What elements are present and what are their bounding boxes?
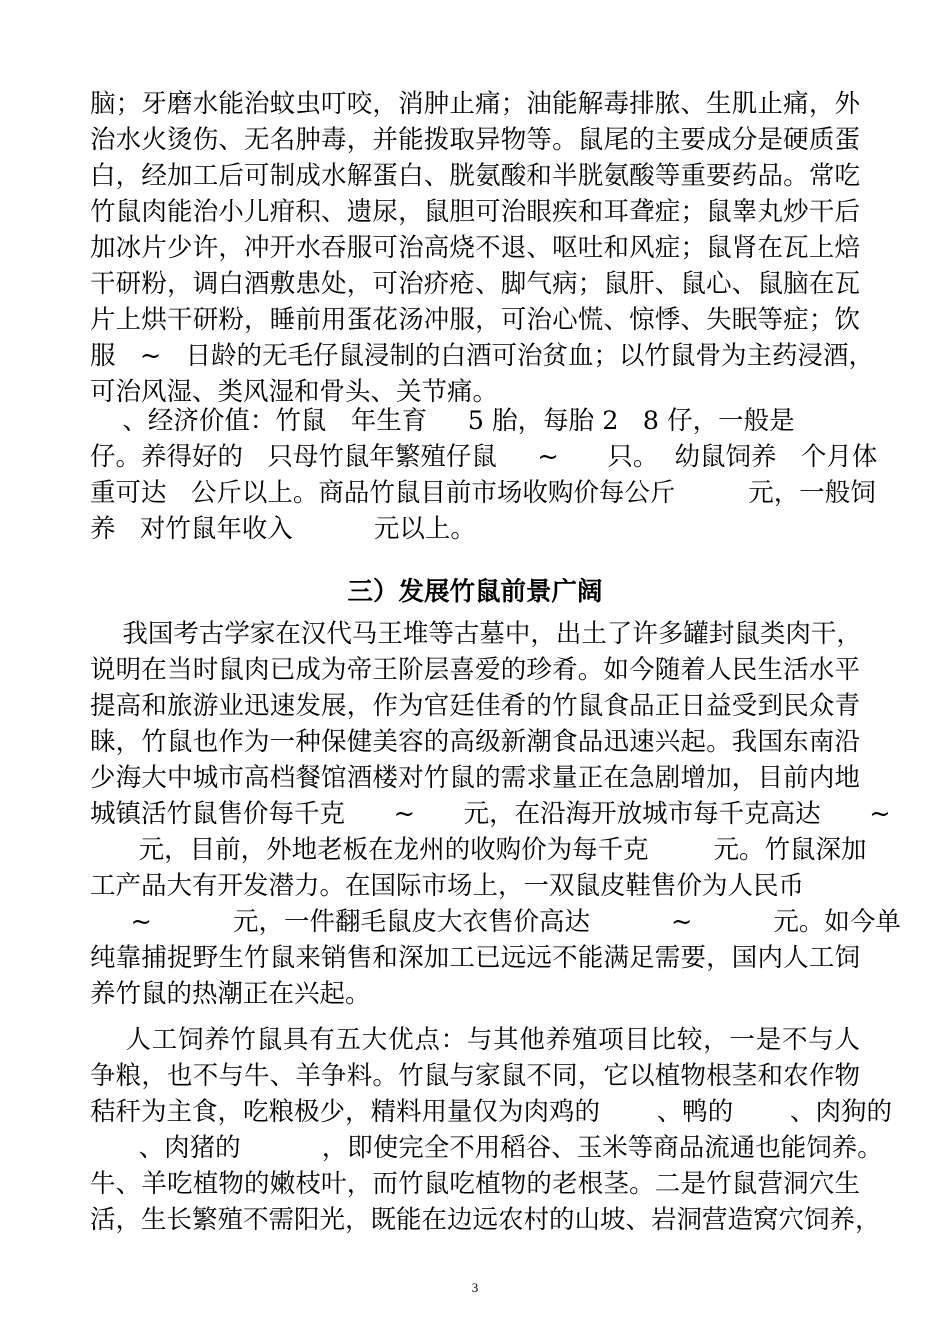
text-line: 说明在当时鼠肉已成为帝王阶层喜爱的珍肴。如今随着人民生活水平 xyxy=(90,655,860,685)
text-line: 纯靠捕捉野生竹鼠来销售和深加工已远远不能满足需要，国内人工饲 xyxy=(90,943,860,973)
text-line: 人工饲养竹鼠具有五大优点：与其他养殖项目比较，一是不与人 xyxy=(90,1025,860,1055)
page-number: 3 xyxy=(471,1280,479,1295)
text-line: 工产品大有开发潜力。在国际市场上，一双鼠皮鞋售价为人民币 xyxy=(90,871,805,901)
text-line: 、肉猪的 ，即使完全不用稻谷、玉米等商品流通也能饲养。 xyxy=(90,1133,883,1163)
text-line: 竹鼠肉能治小儿疳积、遗尿，鼠胆可治眼疾和耳聋症；鼠睾丸炒干后 xyxy=(90,197,860,227)
text-line: 治水火烫伤、无名肿毒，并能拨取异物等。鼠尾的主要成分是硬质蛋 xyxy=(90,125,860,155)
text-line: 城镇活竹鼠售价每千克 ~ 元，在沿海开放城市每千克高达 ~ xyxy=(90,799,891,829)
text-line: 少海大中城市高档餐馆酒楼对竹鼠的需求量正在急剧增加，目前内地 xyxy=(90,763,860,793)
text-line: 干研粉，调白酒敷患处，可治疥疮、脚气病；鼠肝、鼠心、鼠脑在瓦 xyxy=(90,269,860,299)
text-line: 提高和旅游业迅速发展，作为官廷佳肴的竹鼠食品正日益受到民众青 xyxy=(90,691,860,721)
text-line: 白，经加工后可制成水解蛋白、胱氨酸和半胱氨酸等重要药品。常吃 xyxy=(90,161,860,191)
section-heading: 三）发展竹鼠前景广阔 xyxy=(347,577,603,607)
text-line: 养竹鼠的热潮正在兴起。 xyxy=(90,979,371,1009)
text-line: 脑；牙磨水能治蚊虫叮咬，消肿止痛；油能解毒排脓、生肌止痛，外 xyxy=(90,89,860,119)
text-line: 活，生长繁殖不需阳光，既能在边远农村的山坡、岩洞营造窝穴饲养， xyxy=(90,1205,881,1235)
text-line: 重可达 公斤以上。商品竹鼠目前市场收购价每公斤 元，一般饲 xyxy=(90,478,876,508)
text-line: 牛、羊吃植物的嫩枝叶，而竹鼠吃植物的老根茎。二是竹鼠营洞穴生 xyxy=(90,1169,860,1199)
text-line: 服 ~ 日龄的无毛仔鼠浸制的白酒可治贫血；以竹鼠骨为主药浸酒， xyxy=(90,341,875,371)
text-line: 争粮，也不与牛、羊争料。竹鼠与家鼠不同，它以植物根茎和农作物 xyxy=(90,1061,860,1091)
text-line: ~ 元，一件翻毛鼠皮大衣售价高达 ~ 元。如今单 xyxy=(90,907,901,937)
text-line: 睐，竹鼠也作为一种保健美容的高级新潮食品迅速兴起。我国东南沿 xyxy=(90,727,860,757)
text-line: 可治风湿、类风湿和骨头、关节痛。 xyxy=(90,377,499,407)
text-line: 我国考古学家在汉代马王堆等古墓中，出土了许多罐封鼠类肉干， xyxy=(90,619,862,649)
text-line: 加冰片少许，冲开水吞服可治高烧不退、呕吐和风症；鼠肾在瓦上焙 xyxy=(90,233,860,263)
text-line: 元，目前，外地老板在龙州的收购价为每千克 元。竹鼠深加 xyxy=(90,835,867,865)
text-line: 秸秆为主食，吃粮极少，精料用量仅为肉鸡的 、鸭的 、肉狗的 xyxy=(90,1097,892,1127)
text-line: 养 对竹鼠年收入 元以上。 xyxy=(90,514,476,544)
text-line: 、经济价值：竹鼠 年生育 5 胎，每胎 2 8 仔，一般是 xyxy=(90,406,795,436)
text-line: 仔。养得好的 只母竹鼠年繁殖仔鼠 ~ 只。 幼鼠饲养 个月体 xyxy=(90,442,878,472)
text-line: 片上烘干研粉，睡前用蛋花汤冲服，可治心慌、惊悸、失眠等症；饮 xyxy=(90,305,860,335)
